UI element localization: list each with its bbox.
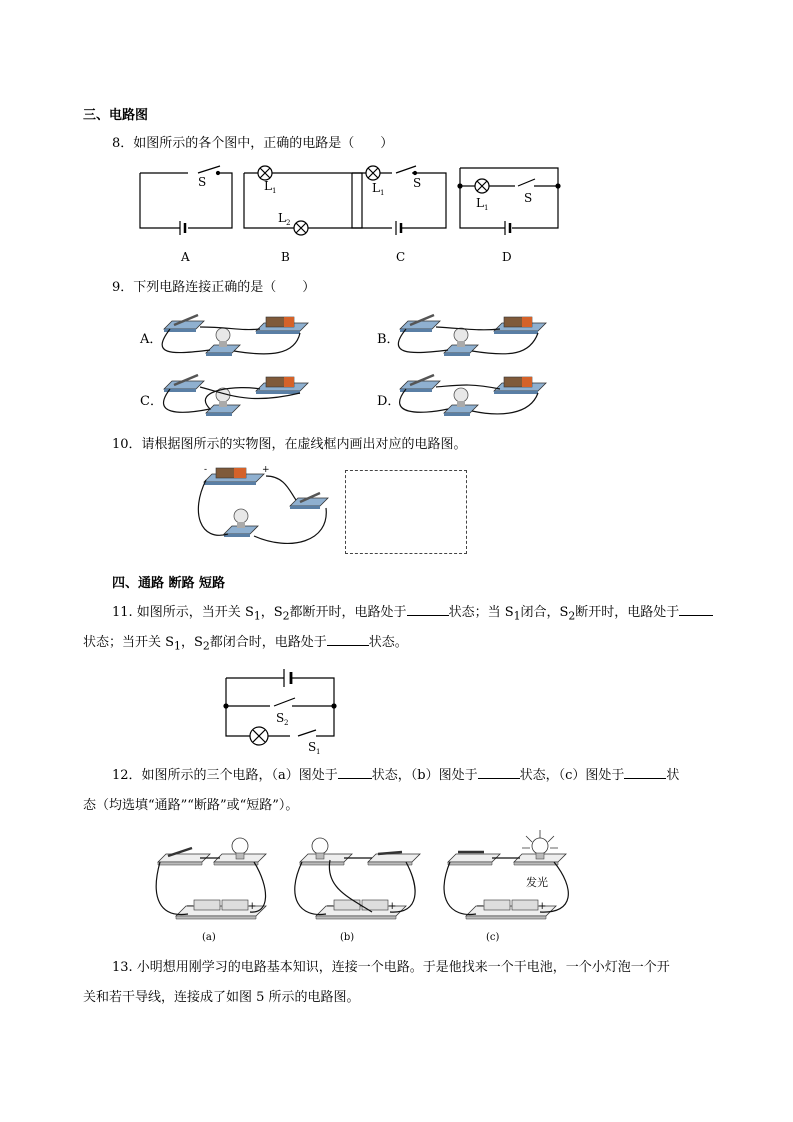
- q9-option-b-label[interactable]: B．: [377, 332, 400, 347]
- question-12-line-2: 态（均选填“通路”“断路”或“短路”）。: [83, 798, 299, 813]
- q9-option-d-label[interactable]: D．: [377, 394, 401, 409]
- q8-d-switch-label: S: [524, 191, 533, 205]
- section-title-circuit-states: 四、通路 断路 短路: [112, 576, 226, 591]
- q8-d-l1-label: L: [476, 196, 484, 210]
- q8-b-l2-label: L: [278, 211, 286, 225]
- q9-option-c-label[interactable]: C．: [140, 394, 163, 409]
- q12-caption-b: (b): [340, 932, 355, 943]
- q11-blank-1[interactable]: [407, 603, 449, 616]
- q8-c-switch-label: S: [413, 176, 422, 190]
- q9-option-b-picture: [398, 315, 546, 356]
- q11-circuit-diagram: [220, 662, 350, 757]
- question-8-text: 8．如图所示的各个图中，正确的电路是（ ）: [112, 136, 394, 151]
- q8-circuit-figures: [130, 160, 570, 270]
- question-12-line-1: 12．如图所示的三个电路，（a）图处于 状态，（b）图处于 状态，（c）图处于 状: [112, 768, 680, 783]
- q10-physical-circuit: [190, 462, 340, 562]
- q8-a-switch-label: S: [198, 175, 207, 189]
- q11-blank-3[interactable]: [327, 633, 369, 646]
- q8-label-b: B: [281, 250, 290, 264]
- q12-a-plus: +: [248, 901, 257, 912]
- question-13-line-2: 关和若干导线，连接成了如图 5 所示的电路图。: [83, 990, 360, 1005]
- q8-label-a: A: [181, 250, 190, 264]
- q11-blank-2[interactable]: [679, 603, 713, 616]
- q9-option-a-picture: [162, 315, 308, 356]
- q11-s1-sub: 1: [316, 748, 321, 756]
- q12-caption-a: (a): [202, 932, 216, 943]
- q10-answer-box[interactable]: [345, 470, 467, 554]
- q8-b-l2-sub: 2: [286, 219, 291, 227]
- question-9-text: 9．下列电路连接正确的是（ ）: [112, 280, 316, 295]
- circuit-d: [458, 168, 560, 235]
- q12-caption-c: (c): [486, 932, 500, 943]
- q12-a-minus: −: [186, 901, 195, 912]
- q11-s2-sub: 2: [284, 719, 289, 727]
- q8-b-l1-label: L: [264, 179, 272, 193]
- q8-d-l1-sub: 1: [484, 204, 489, 212]
- q12-blank-b[interactable]: [478, 766, 520, 779]
- question-11-line-1: 11. 如图所示，当开关 $S_1$，$S_2$都断开时，电路处于 状态；当 $S_1$闭合，$S_2$断开时，电路处于: [112, 603, 713, 627]
- q12-circuit-c: [444, 830, 568, 919]
- q12-glow-label: 发光: [526, 876, 548, 889]
- question-13-line-1: 13. 小明想用刚学习的电路基本知识，连接一个电路。于是他找来一个干电池，一个小灯泡一个开: [112, 960, 670, 975]
- q12-b-minus: −: [326, 901, 335, 912]
- q11-s2-label: S: [276, 711, 285, 725]
- q9-circuit-pictures: [130, 305, 550, 425]
- q12-c-plus: +: [538, 901, 547, 912]
- q12-c-minus: −: [476, 901, 485, 912]
- q8-c-l1-sub: 1: [380, 189, 385, 197]
- section-title-circuit-diagram: 三、电路图: [83, 108, 149, 123]
- q12-b-plus: +: [388, 901, 397, 912]
- q12-circuit-pictures: [150, 828, 590, 948]
- q8-label-c: C: [396, 250, 406, 264]
- q9-option-d-picture: [400, 375, 546, 416]
- q12-blank-c[interactable]: [624, 766, 666, 779]
- circuit-b: [244, 166, 362, 235]
- q8-b-l1-sub: 1: [272, 187, 277, 195]
- q10-battery-minus: -: [204, 465, 208, 475]
- q11-s1-label: S: [308, 740, 317, 754]
- question-10-text: 10．请根据图所示的实物图，在虚线框内画出对应的电路图。: [112, 437, 467, 452]
- q9-option-c-picture: [164, 375, 308, 416]
- q8-c-l1-label: L: [372, 181, 380, 195]
- question-11-line-2: 状态；当开关 $S_1$，$S_2$都闭合时，电路处于 状态。: [83, 635, 408, 653]
- q10-battery-plus: +: [262, 465, 270, 475]
- circuit-a: [140, 166, 232, 235]
- q8-label-d: D: [502, 250, 512, 264]
- q12-circuit-b: [295, 838, 420, 919]
- circuit-c: [352, 166, 446, 235]
- q12-blank-a[interactable]: [338, 766, 372, 779]
- q9-option-a-label[interactable]: A．: [140, 332, 163, 347]
